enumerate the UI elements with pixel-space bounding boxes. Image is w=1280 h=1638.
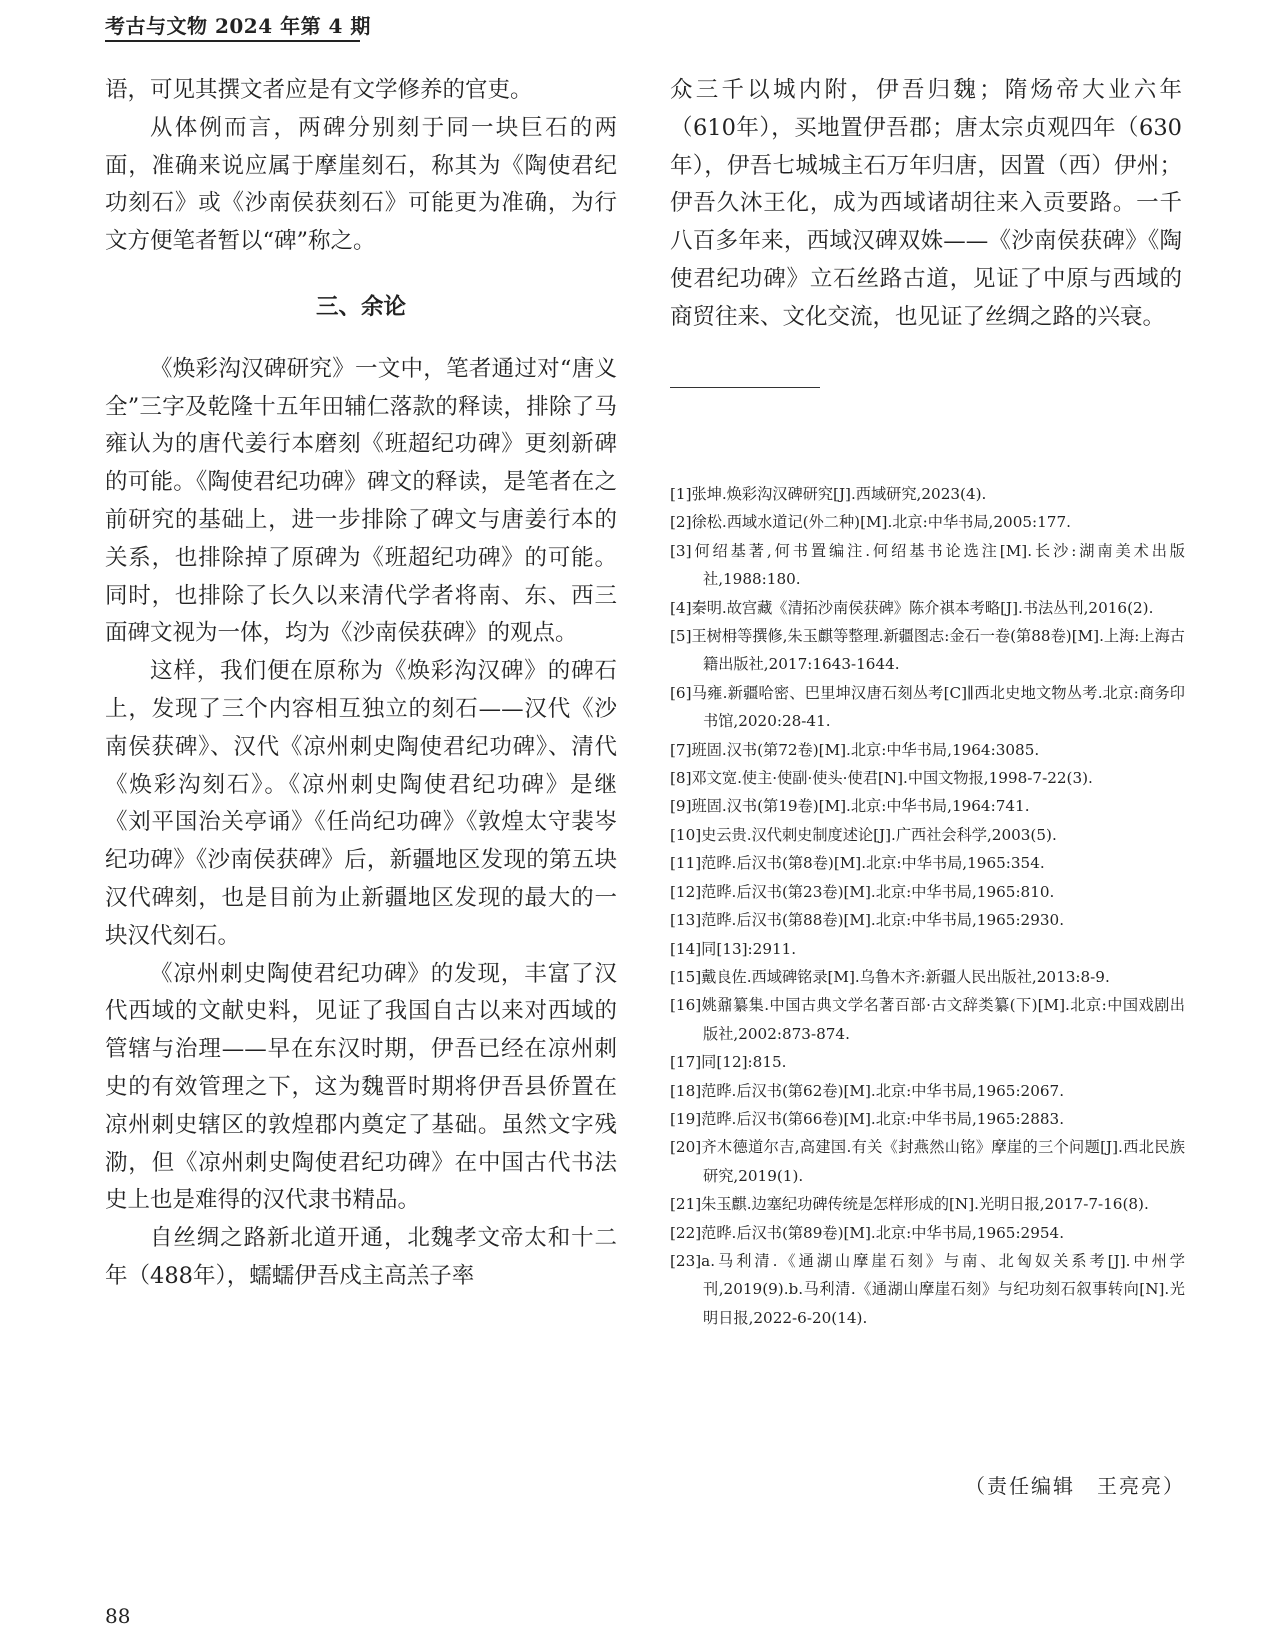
reference-item: [1]张坤.焕彩沟汉碑研究[J].西域研究,2023(4). — [670, 485, 987, 503]
reference-item: [4]秦明.故宫藏《清拓沙南侯获碑》陈介祺本考略[J].书法丛刊,2016(2). — [670, 598, 1154, 617]
left-column — [105, 72, 617, 1296]
journal-header: 考古与文物 2024 年第 4 期 — [105, 14, 371, 38]
footnote-rule — [670, 387, 820, 388]
reference-item: [5]王树枏等撰修,朱玉麒等整理.新疆图志:金石一卷(第88卷)[M].上海:上海古籍出版社,2017:1643-1644. — [670, 627, 1185, 674]
reference-item: [10]史云贵.汉代刺史制度述论[J].广西社会科学,2003(5). — [670, 825, 1057, 844]
reference-item: [23]a.马利清.《通湖山摩崖石刻》与南、北匈奴关系考[J].中州学刊,2019(9).b.马利清.《通湖山摩崖石刻》与纪功刻石叙事转向[N].光明日报,2022-6-20(14). — [670, 1251, 1185, 1327]
page-number: 88 — [105, 1604, 131, 1628]
reference-item: [16]姚鼐纂集.中国古典文学名著百部·古文辞类纂(下)[M].北京:中国戏剧出版社,2002:873-874. — [670, 996, 1185, 1043]
reference-item: [20]齐木德道尔吉,高建国.有关《封燕然山铭》摩崖的三个问题[J].西北民族研究,2019(1). — [670, 1138, 1185, 1185]
reference-item: [15]戴良佐.西域碑铭录[M].乌鲁木齐:新疆人民出版社,2013:8-9. — [670, 967, 1110, 986]
responsible-editor: （责任编辑 王亮亮） — [965, 1474, 1185, 1498]
reference-item: [12]范晔.后汉书(第23卷)[M].北京:中华书局,1965:810. — [670, 882, 1055, 901]
header-rule — [105, 40, 360, 42]
reference-item: [11]范晔.后汉书(第8卷)[M].北京:中华书局,1965:354. — [670, 854, 1045, 873]
reference-item: [22]范晔.后汉书(第89卷)[M].北京:中华书局,1965:2954. — [670, 1223, 1065, 1242]
right-column — [670, 72, 1182, 412]
reference-item: [3]何绍基著,何书置编注.何绍基书论选注[M].长沙:湖南美术出版社,1988:180. — [670, 541, 1185, 589]
paragraph: 众三千以城内附，伊吾归魏；隋炀帝大业六年（610年），买地置伊吾郡；唐太宗贞观四年（630年），伊吾七城城主石万年归唐，因置（西）伊州；伊吾久沐王化，成为西域诸胡往来入贡要路。一千八百多年来，西域汉碑双姝——《沙南侯获碑》《陶使君纪功碑》立石丝路古道，见证了中原与西域的商贸往来、文化交流，也见证了丝绸之路的兴衰。 — [670, 77, 1182, 330]
reference-item: [8]邓文宽.使主·使副·使头·使君[N].中国文物报,1998-7-22(3). — [670, 769, 1093, 788]
reference-item: [21]朱玉麒.边塞纪功碑传统是怎样形成的[N].光明日报,2017-7-16(8). — [670, 1195, 1149, 1214]
paragraph: 语，可见其撰文者应是有文学修养的官吏。 — [105, 77, 533, 103]
reference-item: [18]范晔.后汉书(第62卷)[M].北京:中华书局,1965:2067. — [670, 1081, 1065, 1100]
paragraph: 《凉州刺史陶使君纪功碑》的发现，丰富了汉代西域的文献史料，见证了我国自古以来对西域的管辖与治理——早在东汉时期，伊吾已经在凉州刺史的有效管理之下，这为魏晋时期将伊吾县侨置在凉州刺史辖区的敦煌郡内奠定了基础。虽然文字残泐，但《凉州刺史陶使君纪功碑》在中国古代书法史上也是难得的汉代隶书精品。 — [105, 960, 617, 1214]
reference-item: [13]范晔.后汉书(第88卷)[M].北京:中华书局,1965:2930. — [670, 911, 1065, 930]
paragraph: 从体例而言，两碑分别刻于同一块巨石的两面，准确来说应属于摩崖刻石，称其为《陶使君纪功刻石》或《沙南侯获刻石》可能更为准确，为行文方便笔者暂以“碑”称之。 — [105, 114, 617, 255]
reference-list — [670, 480, 1185, 1332]
reference-item: [2]徐松.西域水道记(外二种)[M].北京:中华书局,2005:177. — [670, 513, 1071, 532]
reference-item: [7]班固.汉书(第72卷)[M].北京:中华书局,1964:3085. — [670, 740, 1040, 759]
reference-item: [9]班固.汉书(第19卷)[M].北京:中华书局,1964:741. — [670, 797, 1030, 816]
reference-item: [17]同[12]:815. — [670, 1053, 787, 1072]
reference-item: [14]同[13]:2911. — [670, 939, 797, 958]
section-heading: 三、余论 — [315, 293, 406, 320]
reference-item: [6]马雍.新疆哈密、巴里坤汉唐石刻丛考[C]∥西北史地文物丛考.北京:商务印书馆,2020:28-41. — [670, 683, 1185, 731]
paragraph: 这样，我们便在原称为《焕彩沟汉碑》的碑石上，发现了三个内容相互独立的刻石——汉代《沙南侯获碑》、汉代《凉州刺史陶使君纪功碑》、清代《焕彩沟刻石》。《凉州刺史陶使君纪功碑》是继《刘平国治关亭诵》《任尚纪功碑》《敦煌太守裴岑纪功碑》《沙南侯获碑》后，新疆地区发现的第五块汉代碑刻，也是目前为止新疆地区发现的最大的一块汉代刻石。 — [105, 658, 617, 949]
reference-item: [19]范晔.后汉书(第66卷)[M].北京:中华书局,1965:2883. — [670, 1109, 1065, 1128]
paragraph: 自丝绸之路新北道开通，北魏孝文帝太和十二年（488年），蠕蠕伊吾戍主高羔子率 — [105, 1225, 617, 1289]
paragraph: 《焕彩沟汉碑研究》一文中，笔者通过对“唐义全”三字及乾隆十五年田辅仁落款的释读，排除了马雍认为的唐代姜行本磨刻《班超纪功碑》更刻新碑的可能。《陶使君纪功碑》碑文的释读，是笔者在之前研究的基础上，进一步排除了碑文与唐姜行本的关系，也排除掉了原碑为《班超纪功碑》的可能。同时，也排除了长久以来清代学者将南、东、西三面碑文视为一体，均为《沙南侯获碑》的观点。 — [105, 355, 617, 647]
